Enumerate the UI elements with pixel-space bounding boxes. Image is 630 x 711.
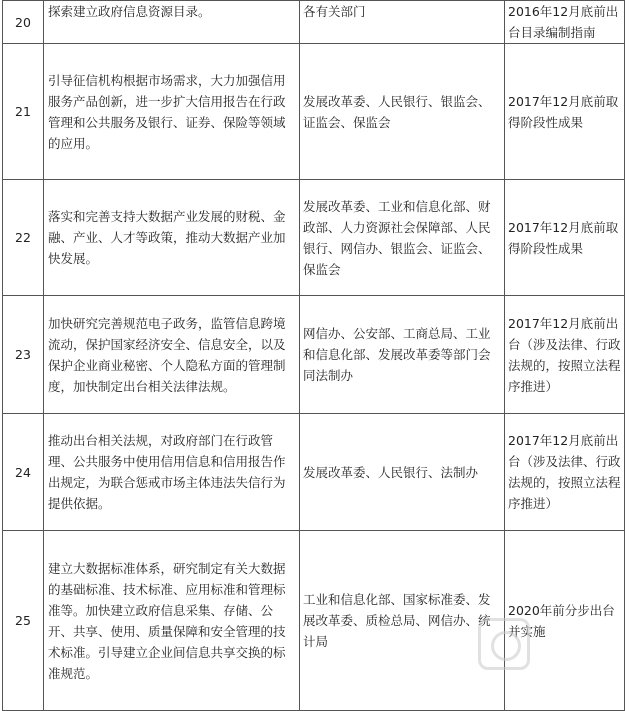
table-row [3, 180, 625, 296]
department-cell: 发展改革委、人民银行、银监会、证监会、保监会 [300, 44, 505, 180]
row-number: 24 [3, 414, 44, 531]
row-number: 23 [3, 296, 44, 414]
deadline-cell: 2016年12月底前出台目录编制指南 [505, 1, 625, 44]
department-cell: 发展改革委、人民银行、法制办 [300, 414, 505, 531]
deadline-cell: 2020年前分步出台并实施 [505, 531, 625, 711]
table-row [3, 531, 625, 711]
watermark-logo-icon [478, 618, 530, 670]
table-row [3, 296, 625, 414]
department-cell: 发展改革委、工业和信息化部、财政部、人力资源社会保障部、人民银行、网信办、银监会、证监会、保监会 [300, 180, 505, 296]
row-number: 20 [3, 1, 44, 44]
task-cell: 加快研究完善规范电子政务，监管信息跨境流动，保护国家经济安全、信息安全，以及保护企业商业秘密、个人隐私方面的管理制度，加快制定出台相关法律法规。 [44, 296, 300, 414]
deadline-cell: 2017年12月底前出台（涉及法律、行政法规的，按照立法程序推进） [505, 296, 625, 414]
task-cell: 探索建立政府信息资源目录。 [44, 1, 300, 44]
task-cell: 建立大数据标准体系，研究制定有关大数据的基础标准、技术标准、应用标准和管理标准等。加快建立政府信息采集、存储、公开、共享、使用、质量保障和安全管理的技术标准。引导建立企业间信息共享交换的标准规范。 [44, 531, 300, 711]
deadline-cell: 2017年12月底前取得阶段性成果 [505, 44, 625, 180]
policy-task-table [2, 0, 625, 711]
department-cell: 网信办、公安部、工商总局、工业和信息化部、发展改革委等部门会同法制办 [300, 296, 505, 414]
row-number: 22 [3, 180, 44, 296]
table-row [3, 1, 625, 44]
task-cell: 推动出台相关法规，对政府部门在行政管理、公共服务中使用信用信息和信用报告作出规定，为联合惩戒市场主体违法失信行为提供依据。 [44, 414, 300, 531]
department-cell: 各有关部门 [300, 1, 505, 44]
row-number: 21 [3, 44, 44, 180]
department-cell: 工业和信息化部、国家标准委、发展改革委、质检总局、网信办、统计局 [300, 531, 505, 711]
task-cell: 引导征信机构根据市场需求，大力加强信用服务产品创新，进一步扩大信用报告在行政管理和公共服务及银行、证券、保险等领域的应用。 [44, 44, 300, 180]
task-cell: 落实和完善支持大数据产业发展的财税、金融、产业、人才等政策，推动大数据产业加快发展。 [44, 180, 300, 296]
row-number: 25 [3, 531, 44, 711]
table-row [3, 44, 625, 180]
deadline-cell: 2017年12月底前出台（涉及法律、行政法规的，按照立法程序推进） [505, 414, 625, 531]
table-row [3, 414, 625, 531]
deadline-cell: 2017年12月底前取得阶段性成果 [505, 180, 625, 296]
